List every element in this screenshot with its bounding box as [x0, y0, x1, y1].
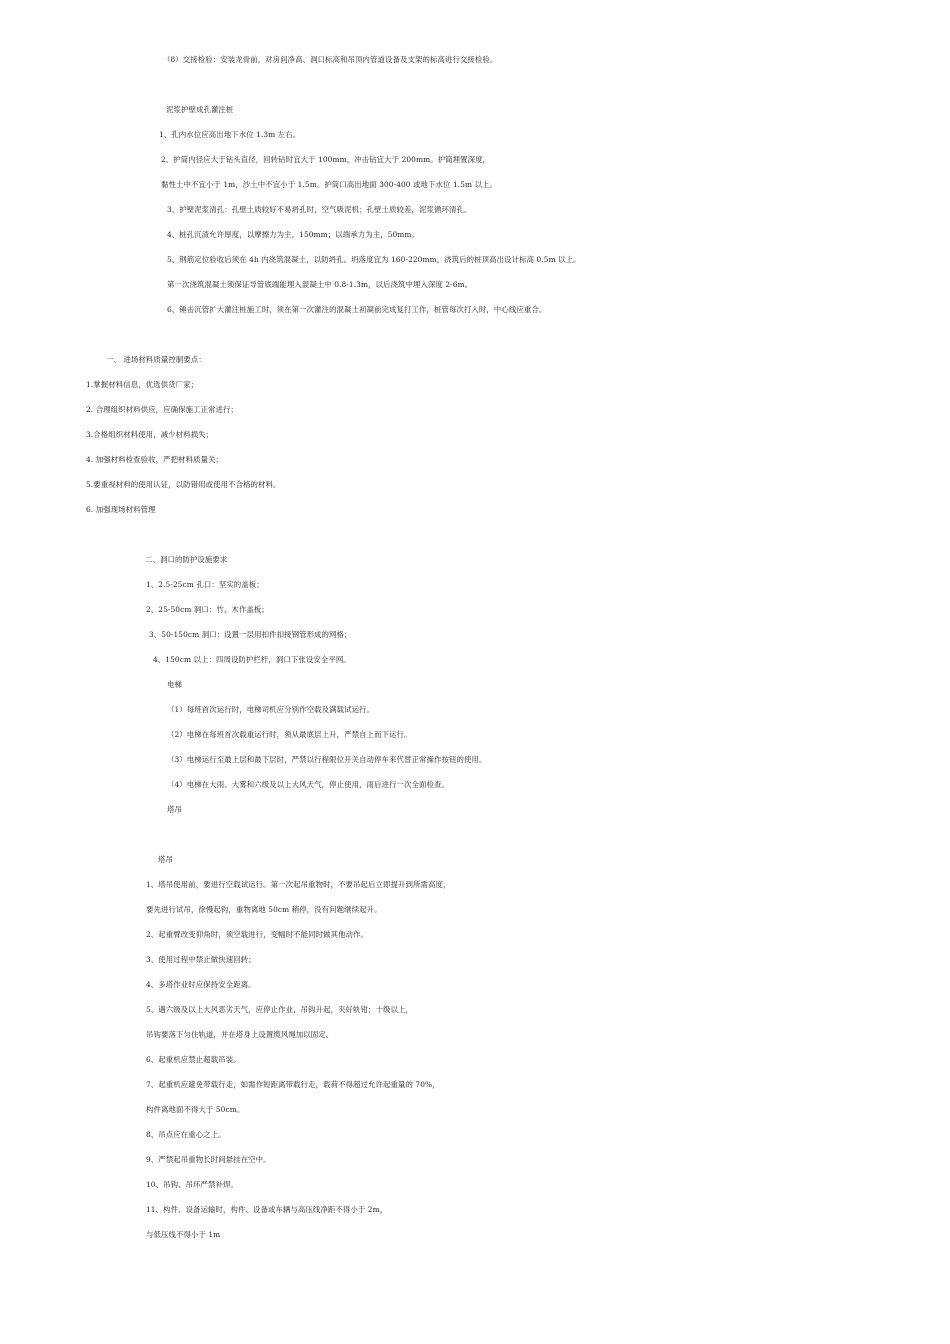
list-item: 4、150cm 以上：四周设防护栏杆，洞口下张设安全平网。 [153, 655, 351, 664]
section-subheading-tower-crane: 塔吊 [167, 805, 182, 814]
list-item: 3.合格组织材料使用，减少材料损失； [86, 430, 214, 439]
paragraph-line: 1、孔内水位应高出地下水位 1.3m 左右。 [159, 130, 301, 139]
list-item: 5、遇六级及以上大风恶劣天气，应停止作业，吊钩升起，夹好轨钳；十级以上， [146, 1005, 413, 1014]
list-item: （4）电梯在大雨、大雾和六级及以上大风天气，停止使用，雨后进行一次全面检查。 [167, 780, 449, 789]
paragraph-line: 6、锤击沉管扩大灌注桩施工时，须在第一次灌注的混凝土初凝前完成复打工作，桩管每次打入时，中心线应重合。 [167, 305, 547, 314]
list-item: 8、吊点应在重心之上。 [146, 1130, 226, 1139]
paragraph-line: 4、桩孔沉渣允许厚度，以摩擦力为主，150mm；以端承力为主，50mm。 [167, 230, 420, 239]
section-heading-elevator: 电梯 [167, 680, 182, 689]
list-item: 9、严禁起吊重物长时间悬挂在空中。 [146, 1155, 271, 1164]
list-item: 6. 加强现场材料管理 [86, 505, 156, 514]
section-heading-bored-pile: 泥浆护壁成孔灌注桩 [166, 105, 234, 114]
paragraph-line: 2、护筒内径应大于钻头直径，回转钻时宜大于 100mm，冲击钻宜大于 200mm。护筒埋置深度， [161, 155, 491, 164]
paragraph-line: 黏性土中不宜小于 1m，沙土中不宜小于 1.5m。护筒口高出地面 300-400 或地下水位 1.5m 以上。 [161, 180, 498, 189]
list-item: 1、2.5-25cm 孔口：坚实的盖板； [146, 580, 264, 589]
list-item: 3、50-150cm 洞口：设置一层用扣件扣接钢管形成的网格； [149, 630, 352, 639]
list-item: 2、25-50cm 洞口：竹、木作盖板； [146, 605, 269, 614]
list-item: 构件离地面不得大于 50cm。 [146, 1105, 245, 1114]
section-heading-tower-crane: 塔吊 [158, 855, 173, 864]
list-item: 5.要重视材料的使用认证，以防错用或使用不合格的材料。 [86, 480, 281, 489]
section-heading-material-quality: 一、 进场材料质量控制要点： [106, 355, 206, 364]
list-item: 4、多塔作业时应保持安全距离。 [146, 980, 256, 989]
paragraph-line: 5、钢筋定位验收后须在 4h 内浇筑混凝土，以防坍孔。坍落度宜为 160-220mm，浇筑后的桩顶高出设计标高 0.5m 以上。 [167, 255, 581, 264]
list-item: 6、起重机应禁止超载吊装。 [146, 1055, 241, 1064]
list-item: （3）电梯运行至最上层和最下层时，严禁以行程限位开关自动停车来代替正常操作按钮的使用。 [167, 755, 487, 764]
paragraph-handover-inspection: （8）交接检验：安装龙骨前，对房间净高、洞口标高和吊顶内管道设备及支架的标高进行交接检验。 [163, 55, 498, 64]
list-item: 与低压线不得小于 1m [146, 1230, 221, 1239]
paragraph-line: 3、护壁泥浆清孔：孔壁土质较好不易坍孔时，空气吸泥机；孔壁土质较差，泥浆循环清孔。 [167, 205, 472, 214]
list-item: 2. 合理组织材料供应，应确保施工正常进行； [86, 405, 239, 414]
list-item: 2、起重臂改变仰角时，须空载进行，变幅时不能同时做其他动作。 [146, 930, 369, 939]
list-item: 4. 加强材料检查验收，严把材料质量关； [86, 455, 224, 464]
section-heading-opening-protection: 二、洞口的防护设施要求 [145, 555, 228, 564]
list-item: 11、构件、设备运输时，构件、设备或车辆与高压线净距不得小于 2m， [146, 1205, 388, 1214]
list-item: 3、使用过程中禁止做快速回转； [146, 955, 256, 964]
list-item: 要先进行试吊，徐慢起钩，重物离地 50cm 稍停，没有问题继续起升。 [146, 905, 382, 914]
paragraph-line: 第一次浇筑混凝土须保证导管底端能埋入混凝土中 0.8-1.3m，以后浇筑中埋入深度 2-6m。 [167, 280, 473, 289]
list-item: 1.掌握材料信息，优选供货厂家； [86, 380, 199, 389]
list-item: 10、吊钩、吊环严禁补焊。 [146, 1180, 239, 1189]
list-item: 吊钩要落下匀住轨道，并在塔身上设置缆风绳加以固定。 [146, 1030, 334, 1039]
list-item: 1、塔吊使用前，要进行空载试运行。第一次起吊重物时，不要吊起后立即提升到所需高度， [146, 880, 451, 889]
list-item: （2）电梯在每班首次载重运行时，须从最底层上升，严禁自上而下运行。 [167, 730, 412, 739]
list-item: 7、起重机应避免带载行走，如需作短距离带载行走，载荷不得超过允许起重量的 70%， [146, 1080, 440, 1089]
list-item: （1）每班首次运行时，电梯司机应分别作空载及满载试运行。 [167, 705, 375, 714]
